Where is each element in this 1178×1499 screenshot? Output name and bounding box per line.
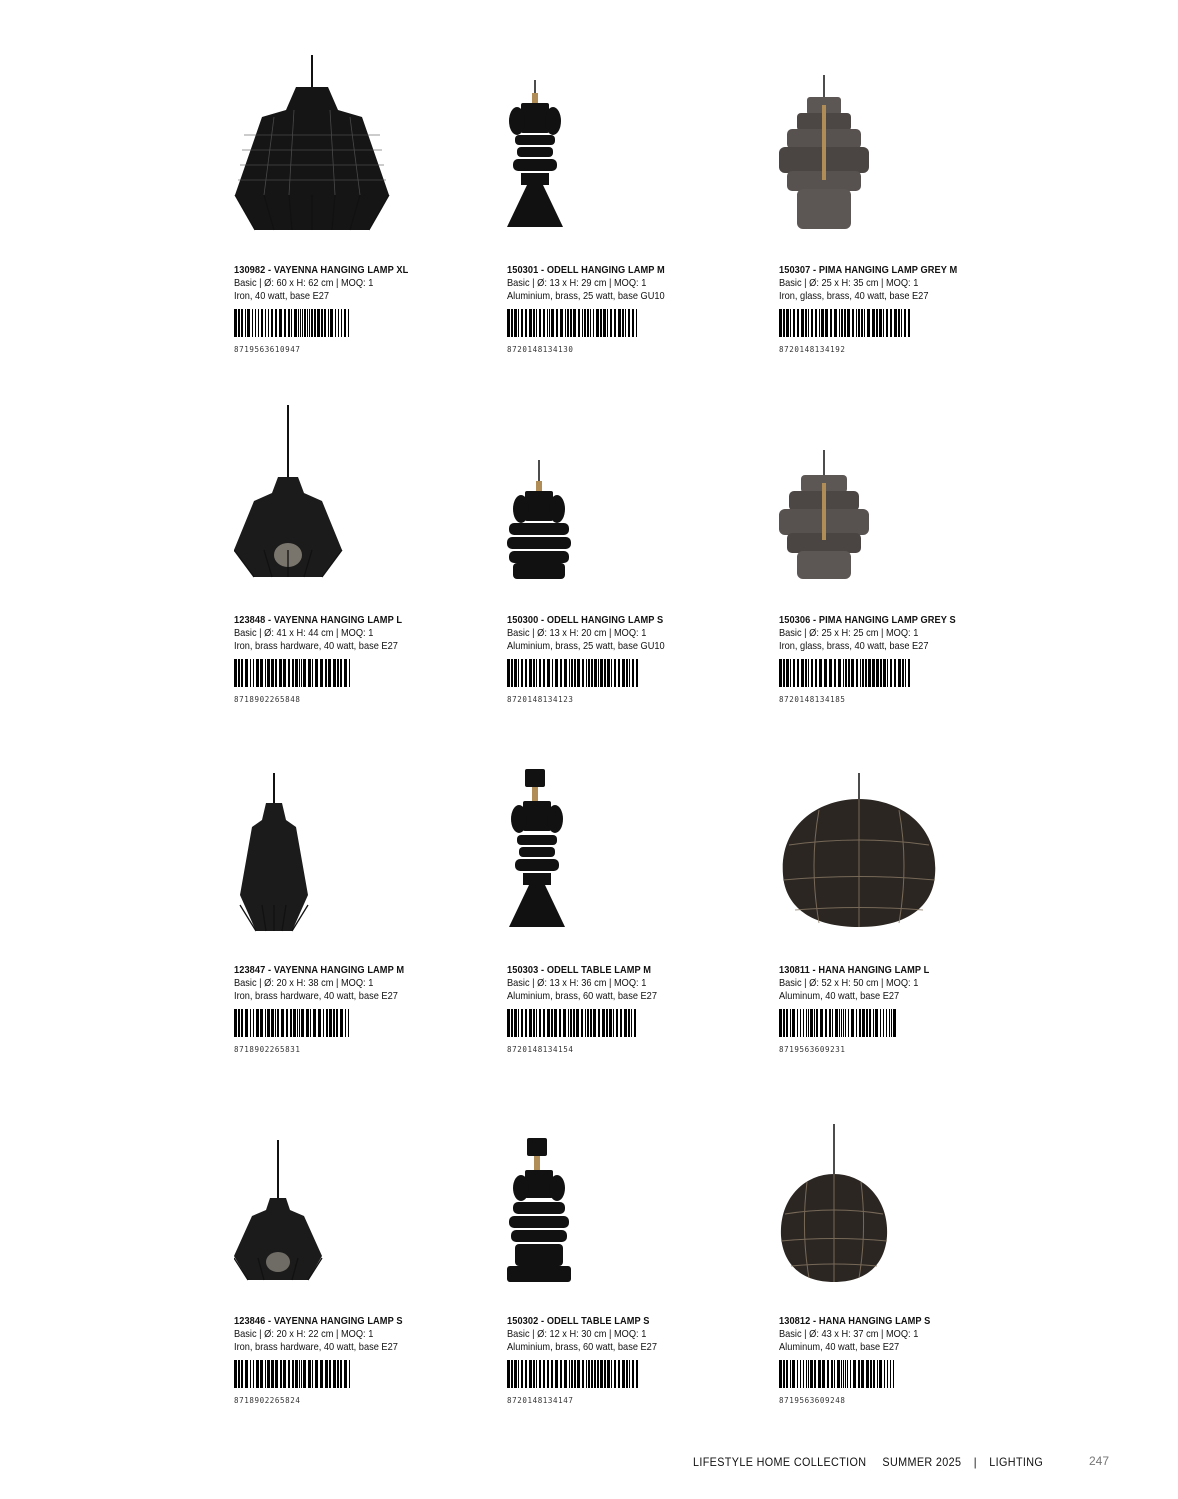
footer-collection: LIFESTYLE HOME COLLECTION	[693, 1455, 867, 1469]
ean-number: 8719563610947	[234, 345, 301, 354]
barcode	[234, 1360, 354, 1388]
product-material: Aluminium, brass, 25 watt, base GU10	[507, 640, 665, 652]
product-material: Aluminium, brass, 60 watt, base E27	[507, 990, 657, 1002]
footer-section: LIGHTING	[989, 1455, 1044, 1469]
wire-basket-lamp-icon	[234, 1106, 414, 1306]
product-spec: Basic | Ø: 13 x H: 29 cm | MOQ: 1	[507, 277, 647, 289]
product-title: 150303 - ODELL TABLE LAMP M	[507, 964, 652, 976]
barcode	[507, 659, 627, 687]
product-title: 150301 - ODELL HANGING LAMP M	[507, 264, 665, 276]
product-title: 150306 - PIMA HANGING LAMP GREY S	[779, 614, 956, 626]
ean-number: 8720148134130	[507, 345, 574, 354]
product-material: Iron, brass hardware, 40 watt, base E27	[234, 1341, 398, 1353]
product-material: Aluminium, brass, 60 watt, base E27	[507, 1341, 657, 1353]
product-spec: Basic | Ø: 12 x H: 30 cm | MOQ: 1	[507, 1328, 647, 1340]
ean-number: 8720148134185	[779, 695, 846, 704]
product-card	[507, 1106, 757, 1446]
ean-number: 8720148134192	[779, 345, 846, 354]
product-title: 123846 - VAYENNA HANGING LAMP S	[234, 1315, 403, 1327]
product-card	[507, 755, 757, 1095]
product-card	[507, 405, 757, 745]
product-title: 130811 - HANA HANGING LAMP L	[779, 964, 930, 976]
product-title: 130812 - HANA HANGING LAMP S	[779, 1315, 931, 1327]
ean-number: 8718902265848	[234, 695, 301, 704]
product-spec: Basic | Ø: 41 x H: 44 cm | MOQ: 1	[234, 627, 374, 639]
product-card	[234, 55, 484, 395]
product-card	[234, 755, 484, 1095]
barcode	[234, 1009, 354, 1037]
product-title: 150300 - ODELL HANGING LAMP S	[507, 614, 664, 626]
barcode	[234, 659, 354, 687]
ean-number: 8720148134147	[507, 1396, 574, 1405]
product-title: 150307 - PIMA HANGING LAMP GREY M	[779, 264, 958, 276]
footer-season: SUMMER 2025	[882, 1455, 962, 1469]
ean-number: 8720148134123	[507, 695, 574, 704]
footer-separator: |	[973, 1455, 977, 1469]
barcode	[507, 1009, 627, 1037]
product-spec: Basic | Ø: 13 x H: 36 cm | MOQ: 1	[507, 977, 647, 989]
product-card	[779, 1106, 1029, 1446]
dome-lamp-icon	[779, 755, 959, 955]
product-card	[779, 405, 1029, 745]
barcode	[779, 309, 899, 337]
product-title: 130982 - VAYENNA HANGING LAMP XL	[234, 264, 409, 276]
ribbed-pendant-icon	[507, 405, 687, 605]
ean-number: 8718902265831	[234, 1045, 301, 1054]
page-number: 247	[1089, 1454, 1110, 1468]
product-spec: Basic | Ø: 25 x H: 35 cm | MOQ: 1	[779, 277, 919, 289]
product-material: Iron, 40 watt, base E27	[234, 290, 330, 302]
ean-number: 8719563609231	[779, 1045, 846, 1054]
product-material: Aluminum, 40 watt, base E27	[779, 1341, 900, 1353]
product-card	[234, 1106, 484, 1446]
dome-lamp-icon	[779, 1106, 959, 1306]
ribbed-pendant-icon	[507, 55, 687, 255]
product-card	[779, 755, 1029, 1095]
product-spec: Basic | Ø: 20 x H: 38 cm | MOQ: 1	[234, 977, 374, 989]
product-material: Iron, brass hardware, 40 watt, base E27	[234, 990, 398, 1002]
product-material: Iron, brass hardware, 40 watt, base E27	[234, 640, 398, 652]
product-spec: Basic | Ø: 60 x H: 62 cm | MOQ: 1	[234, 277, 374, 289]
product-title: 123848 - VAYENNA HANGING LAMP L	[234, 614, 403, 626]
barcode	[234, 309, 354, 337]
wire-basket-lamp-icon	[234, 55, 414, 255]
tiered-glass-lamp-icon	[779, 55, 959, 255]
ean-number: 8719563609248	[779, 1396, 846, 1405]
product-material: Aluminium, brass, 25 watt, base GU10	[507, 290, 665, 302]
ean-number: 8718902265824	[234, 1396, 301, 1405]
barcode	[779, 659, 899, 687]
barcode	[507, 309, 627, 337]
product-card	[507, 55, 757, 395]
page-footer	[693, 1455, 1043, 1469]
ean-number: 8720148134154	[507, 1045, 574, 1054]
barcode	[779, 1009, 899, 1037]
ribbed-table-lamp-icon	[507, 755, 687, 955]
wire-basket-lamp-icon	[234, 405, 414, 605]
barcode	[779, 1360, 899, 1388]
product-spec: Basic | Ø: 52 x H: 50 cm | MOQ: 1	[779, 977, 919, 989]
product-spec: Basic | Ø: 43 x H: 37 cm | MOQ: 1	[779, 1328, 919, 1340]
product-material: Iron, glass, brass, 40 watt, base E27	[779, 290, 929, 302]
product-card	[234, 405, 484, 745]
ribbed-table-lamp-icon	[507, 1106, 687, 1306]
product-title: 150302 - ODELL TABLE LAMP S	[507, 1315, 650, 1327]
product-spec: Basic | Ø: 25 x H: 25 cm | MOQ: 1	[779, 627, 919, 639]
product-spec: Basic | Ø: 20 x H: 22 cm | MOQ: 1	[234, 1328, 374, 1340]
tiered-glass-lamp-icon	[779, 405, 959, 605]
product-material: Aluminum, 40 watt, base E27	[779, 990, 900, 1002]
product-spec: Basic | Ø: 13 x H: 20 cm | MOQ: 1	[507, 627, 647, 639]
barcode	[507, 1360, 627, 1388]
product-title: 123847 - VAYENNA HANGING LAMP M	[234, 964, 405, 976]
product-material: Iron, glass, brass, 40 watt, base E27	[779, 640, 929, 652]
product-card	[779, 55, 1029, 395]
wire-basket-lamp-icon	[234, 755, 414, 955]
